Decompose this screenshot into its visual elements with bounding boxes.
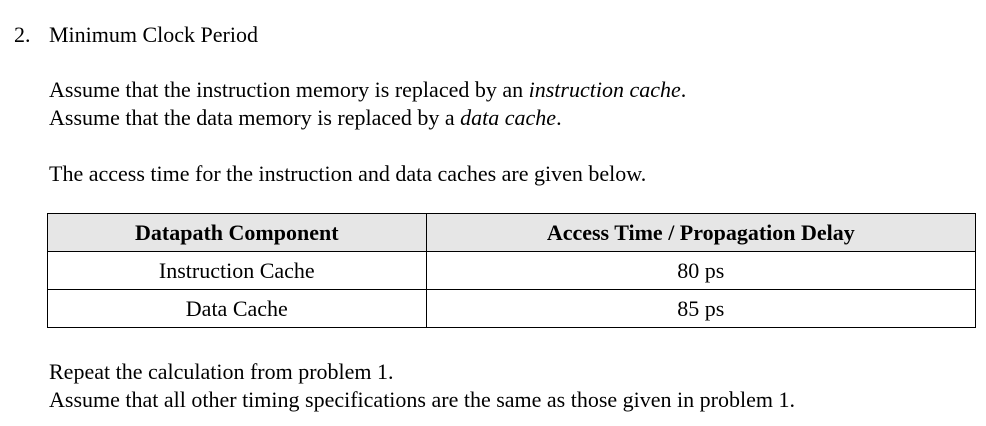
table-header-access-time: Access Time / Propagation Delay xyxy=(426,214,975,252)
intro-line-2-end: . xyxy=(556,105,562,130)
intro-line-2-emphasis: data cache xyxy=(460,105,557,130)
access-time-table xyxy=(47,213,976,328)
intro-line-1-end: . xyxy=(680,77,687,102)
problem-number: 2. xyxy=(14,22,31,47)
table-cell-component: Instruction Cache xyxy=(48,252,427,290)
outro-line-1: Repeat the calculation from problem 1. xyxy=(49,359,394,384)
intro-line-1 xyxy=(49,77,686,103)
intro-line-2-text: Assume that the data memory is replaced by a xyxy=(49,105,461,130)
problem-heading xyxy=(14,22,258,48)
table-header-row xyxy=(48,214,976,252)
table-cell-component: Data Cache xyxy=(48,290,427,328)
table-cell-access-time: 80 ps xyxy=(426,252,975,290)
table-row xyxy=(48,252,976,290)
intro-line-2 xyxy=(49,105,562,131)
table-header-component: Datapath Component xyxy=(48,214,427,252)
intro-line-1-text: Assume that the instruction memory is replaced by an xyxy=(49,77,529,102)
problem-title: Minimum Clock Period xyxy=(49,22,258,47)
table-cell-access-time: 85 ps xyxy=(426,290,975,328)
outro-line-2: Assume that all other timing specifications are the same as those given in problem 1. xyxy=(49,387,795,412)
intro-line-3: The access time for the instruction and data caches are given below. xyxy=(49,161,647,186)
intro-line-1-emphasis: instruction cache xyxy=(528,77,681,102)
table-row xyxy=(48,290,976,328)
